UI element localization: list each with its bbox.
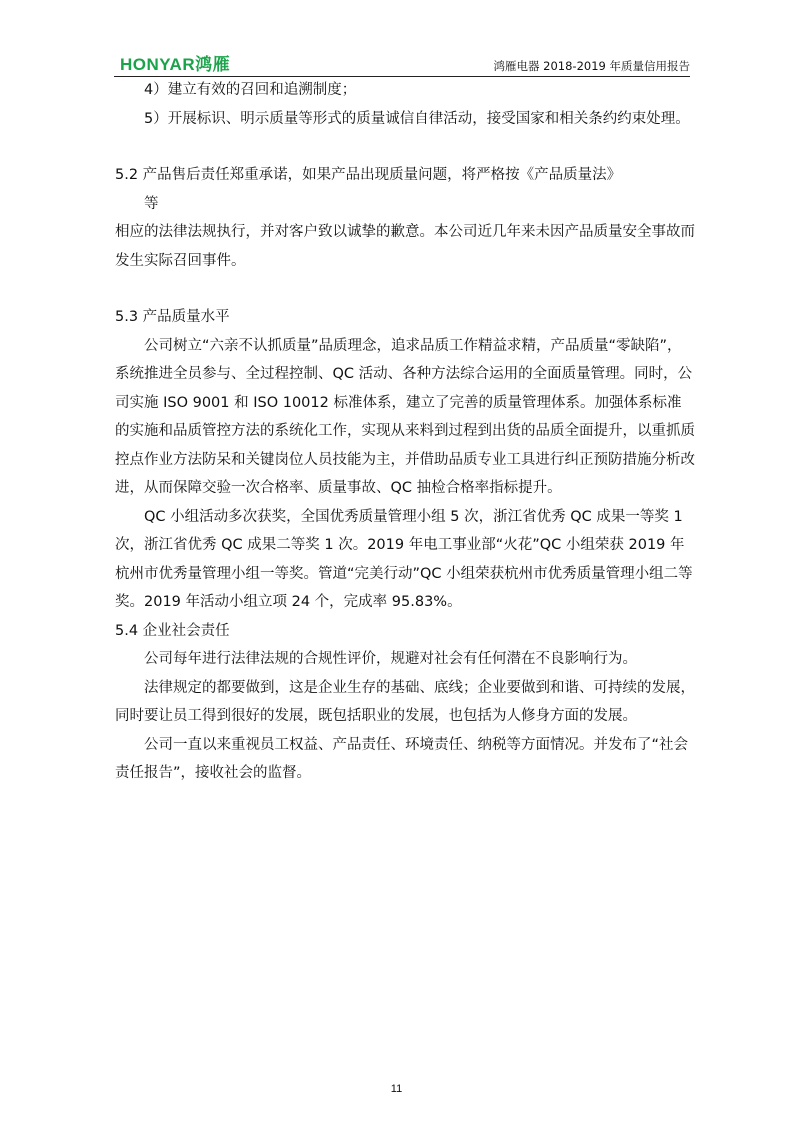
section-5-2-line: 5.2 产品售后责任郑重承诺，如果产品出现质量问题，将严格按《产品质量法》	[115, 167, 622, 183]
page-number: 11	[390, 1083, 403, 1095]
document-body	[115, 76, 695, 788]
section-5-4-paragraph-1: 公司每年进行法律法规的合规性评价，规避对社会有任何潜在不良影响行为。	[144, 651, 637, 667]
spacer	[115, 133, 695, 161]
section-5-2-paragraph: 相应的法律法规执行，并对客户致以诚挚的歉意。本公司近几年来未因产品质量安全事故而发生实际召回事件。	[115, 224, 695, 269]
list-item-5: 5）开展标识、明示质量等形式的质量诚信自律活动，接受国家和相关条约约束处理。	[144, 110, 690, 127]
spacer	[115, 275, 695, 303]
brand-logo: HONYAR鸿雁	[120, 55, 231, 74]
section-5-3-heading: 5.3 产品质量水平	[115, 309, 230, 325]
section-5-4-heading: 5.4 企业社会责任	[115, 622, 230, 639]
report-title: 鸿雁电器 2018-2019 年质量信用报告	[493, 59, 690, 73]
section-5-4-paragraph-3: 公司一直以来重视员工权益、产品责任、环境责任、纳税等方面情况。并发布了“社会责任报告”，接收社会的监督。	[115, 736, 689, 781]
section-5-3-paragraph-2: QC 小组活动多次获奖，全国优秀质量管理小组 5 次，浙江省优秀 QC 成果一等奖 1 次，浙江省优秀 QC 成果二等奖 1 次。2019 年电工事业部“火花”QC 小组荣获 2019 年杭州市优秀量管理小组一等奖。管道“完美行动”QC 小组荣获杭州市优秀质量管理小组二等奖。2019 年活动小组立项 24 个，完成率 95.83%。	[115, 508, 693, 610]
section-5-4-paragraph-2: 法律规定的都要做到，这是企业生存的基础、底线；企业要做到和谐、可持续的发展，同时要让员工得到很好的发展，既包括职业的发展，也包括为人修身方面的发展。	[115, 679, 695, 724]
section-5-2-continuation: 等	[144, 195, 159, 212]
list-item-4: 4）建立有效的召回和追溯制度；	[144, 82, 357, 98]
section-5-3-paragraph-1: 公司树立“六亲不认抓质量”品质理念，追求品质工作精益求精，产品质量“零缺陷”，系统推进全员参与、全过程控制、QC 活动、各种方法综合运用的全面质量管理。同时，公司实施 ISO 9001 和 ISO 10012 标准体系，建立了完善的质量管理体系。加强体系标准的实施和品质管控方法的系统化工作，实现从来料到过程到出货的品质全面提升，以重抓质控点作业方法防呆和关键岗位人员技能为主，并借助品质专业工具进行纠正预防措施分析改进，从而保障交验一次合格率、质量事故、QC 抽检合格率指标提升。	[115, 337, 695, 496]
